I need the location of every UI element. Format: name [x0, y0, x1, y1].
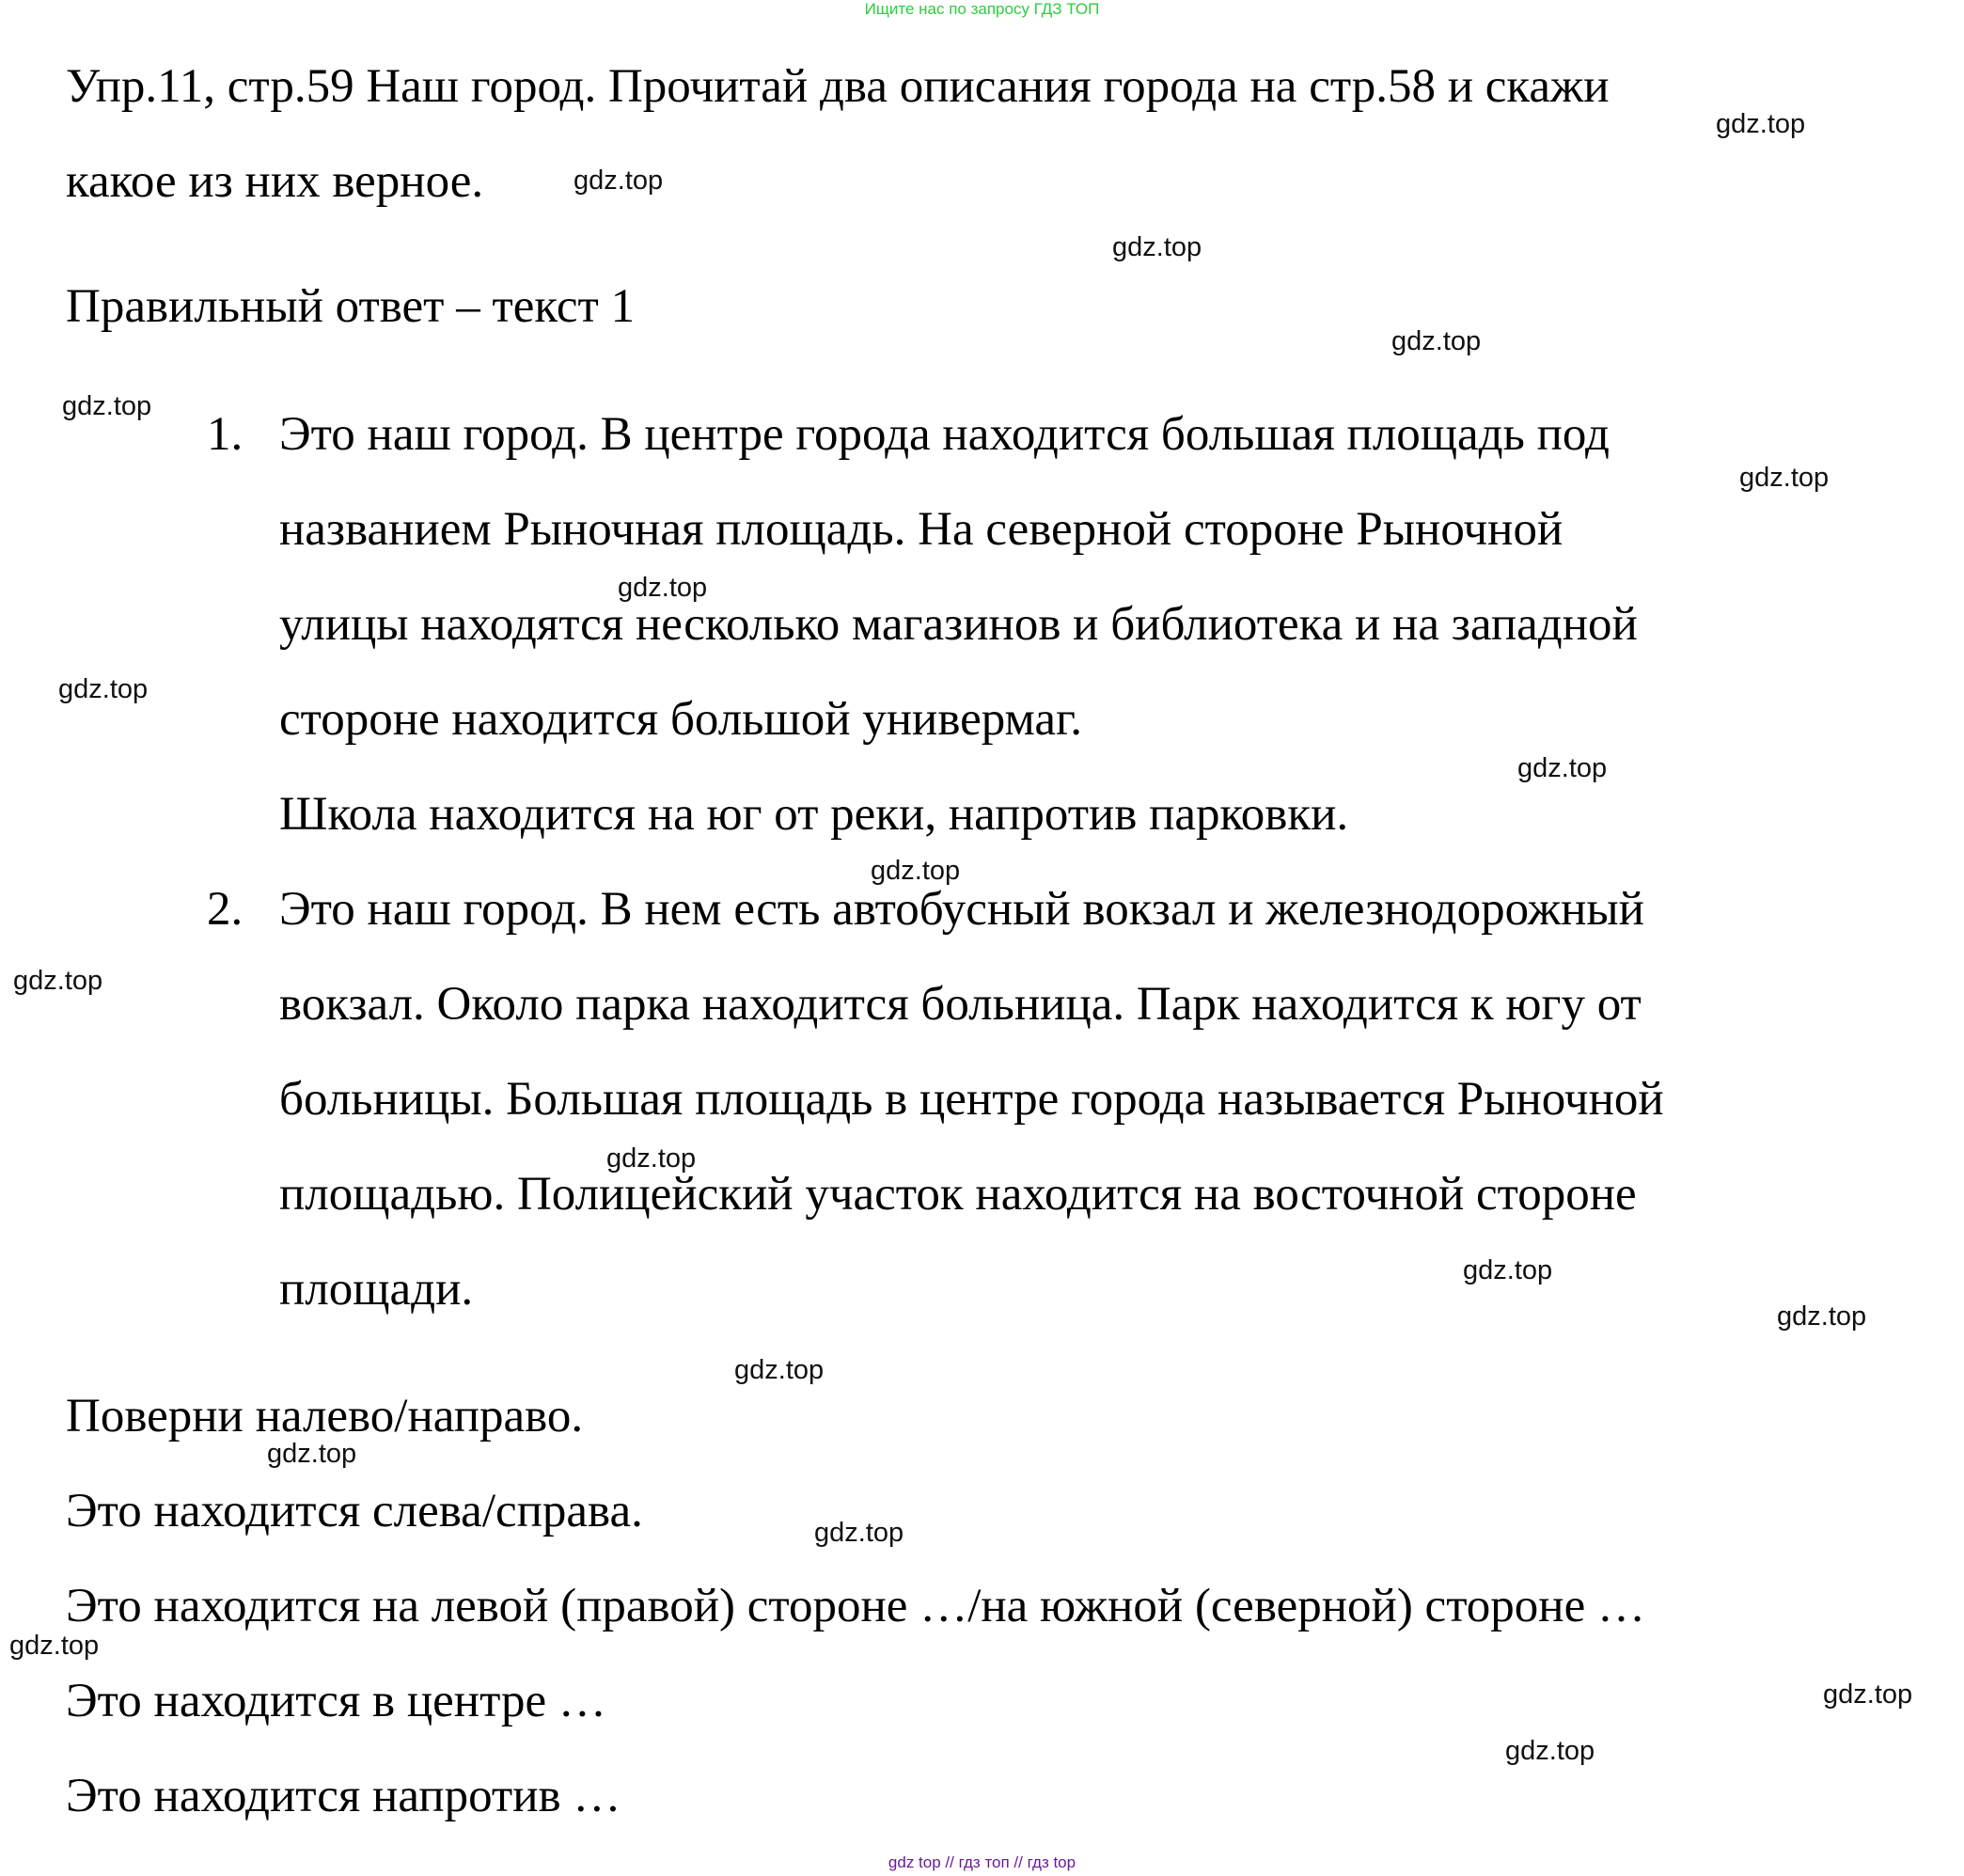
text-1-number: 1.: [207, 408, 244, 461]
watermark: gdz.top: [618, 573, 708, 603]
header-line-1: Упр.11, стр.59 Наш город. Прочитай два описания города на стр.58 и скажи: [66, 60, 1610, 113]
watermark: gdz.top: [871, 856, 961, 886]
text-2-number: 2.: [207, 883, 244, 936]
phrase-5: Это находится напротив …: [66, 1770, 621, 1822]
watermark: gdz.top: [814, 1518, 904, 1548]
text-1-line-5: Школа находится на юг от реки, напротив парковки.: [279, 788, 1349, 841]
phrase-4: Это находится в центре …: [66, 1675, 606, 1727]
watermark: gdz.top: [573, 166, 664, 196]
watermark: gdz.top: [9, 1631, 100, 1661]
watermark: gdz.top: [62, 391, 152, 421]
phrase-3: Это находится на левой (правой) стороне …/на южной (северной) стороне …: [66, 1580, 1645, 1632]
text-2-line-3: больницы. Большая площадь в центре города называется Рыночной: [279, 1073, 1664, 1126]
watermark: gdz.top: [1391, 326, 1482, 356]
phrase-1: Поверни налево/направо.: [66, 1390, 584, 1442]
watermark: gdz.top: [1739, 463, 1830, 493]
watermark: gdz.top: [734, 1355, 825, 1385]
watermark: gdz.top: [267, 1439, 357, 1469]
text-1-line-1: Это наш город. В центре города находится большая площадь под: [279, 408, 1610, 461]
text-2-line-2: вокзал. Около парка находится больница. Парк находится к югу от: [279, 978, 1642, 1031]
text-2-line-1: Это наш город. В нем есть автобусный вокзал и железнодорожный: [279, 883, 1644, 936]
watermark: gdz.top: [1823, 1679, 1913, 1710]
watermark: gdz.top: [1517, 753, 1608, 783]
footer-watermark: gdz top // гдз топ // гдз top: [888, 1853, 1076, 1871]
text-2-line-5: площади.: [279, 1263, 474, 1316]
watermark: gdz.top: [13, 966, 103, 996]
watermark: gdz.top: [1777, 1301, 1867, 1332]
watermark: gdz.top: [58, 674, 149, 704]
watermark: gdz.top: [606, 1143, 697, 1174]
text-1-line-2: названием Рыночная площадь. На северной стороне Рыночной: [279, 503, 1563, 556]
text-1-line-4: стороне находится большой универмаг.: [279, 693, 1082, 746]
text-2-line-4: площадью. Полицейский участок находится на восточной стороне: [279, 1168, 1637, 1221]
phrase-2: Это находится слева/справа.: [66, 1485, 643, 1537]
header-line-2: какое из них верное.: [66, 155, 484, 208]
watermark: gdz.top: [1716, 109, 1806, 139]
text-1-line-3: улицы находятся несколько магазинов и библиотека и на западной: [279, 598, 1638, 651]
watermark: gdz.top: [1112, 232, 1202, 262]
top-banner: Ищите нас по запросу ГДЗ ТОП: [864, 0, 1100, 18]
watermark: gdz.top: [1505, 1736, 1595, 1766]
watermark: gdz.top: [1463, 1255, 1553, 1285]
answer-text: Правильный ответ – текст 1: [66, 280, 636, 333]
